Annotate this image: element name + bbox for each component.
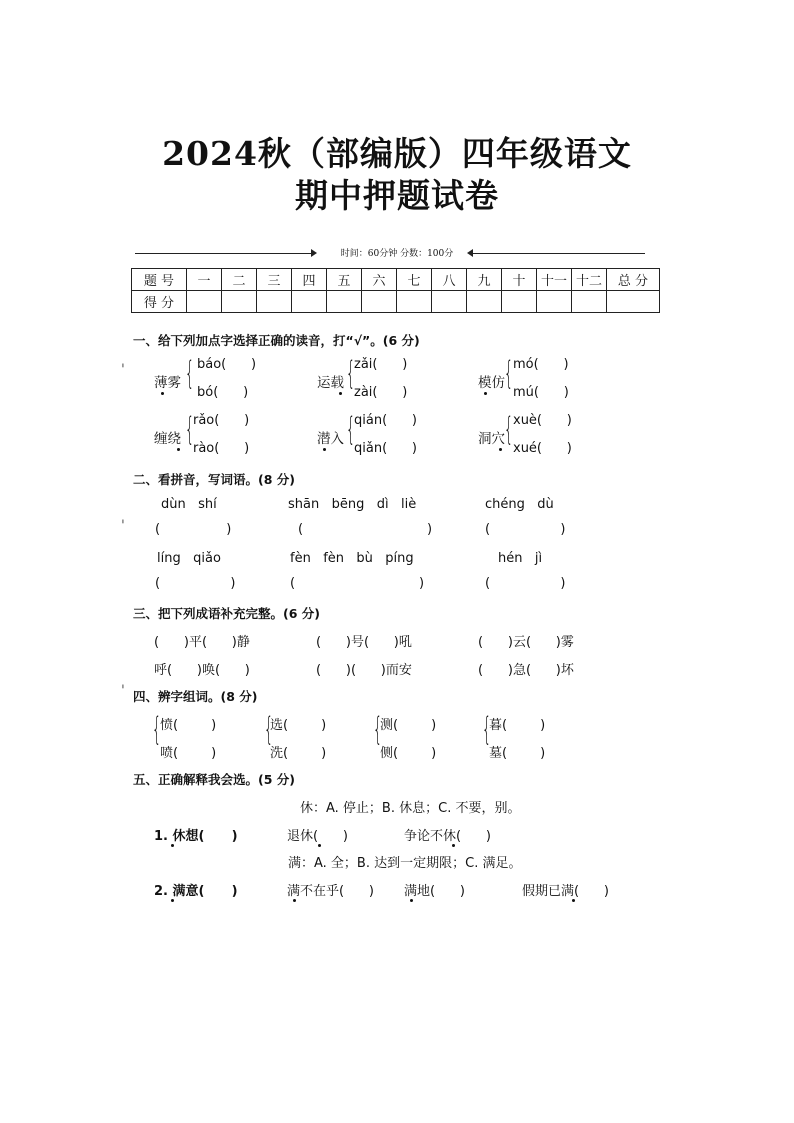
section-1-heading: 一、给下列加点字选择正确的读音，打“√”。(6 分): [133, 333, 420, 348]
q2-answer-blank[interactable]: ( ): [290, 576, 425, 591]
definition-man: 满：A. 全；B. 达到一定期限；C. 满足。: [288, 856, 522, 871]
q2-pinyin: chéng dù: [485, 497, 554, 512]
score-cell[interactable]: [362, 291, 397, 313]
idiom-item[interactable]: ( )云( )雾: [478, 635, 574, 650]
q1-word: 潜入: [317, 431, 344, 447]
score-cell[interactable]: [607, 291, 660, 313]
emphasis-dot: [339, 392, 342, 395]
q2-answer-blank[interactable]: ( ): [485, 522, 566, 537]
q1-word: 模仿: [478, 375, 505, 391]
title-line-1: 2024秋（部编版）四年级语文: [162, 134, 632, 173]
score-cell[interactable]: [467, 291, 502, 313]
q2-answer-blank[interactable]: ( ): [485, 576, 566, 591]
score-cell[interactable]: [537, 291, 572, 313]
idiom-item[interactable]: ( )( )而安: [316, 663, 412, 678]
score-cell[interactable]: [222, 291, 257, 313]
score-table-header-cell: 四: [292, 269, 327, 291]
section-4-heading: 四、辨字组词。(8 分): [133, 689, 258, 704]
score-table-header-cell: 二: [222, 269, 257, 291]
q1-option[interactable]: rǎo( ): [193, 413, 250, 428]
score-table-header-row: [132, 269, 660, 291]
score-cell[interactable]: [502, 291, 537, 313]
q2-pinyin: fèn fèn bù píng: [290, 551, 414, 566]
score-table-header-cell: 总 分: [607, 269, 660, 291]
char-word-field[interactable]: 喷( ): [160, 746, 217, 761]
q1-option[interactable]: xué( ): [513, 441, 572, 456]
char-word-field[interactable]: 暮( ): [489, 718, 546, 733]
score-table-header-cell: 十二: [572, 269, 607, 291]
definition-xiu: 休：A. 停止；B. 休息；C. 不要，别。: [300, 801, 521, 816]
q1-option[interactable]: xuè( ): [513, 413, 572, 428]
brace: {: [185, 354, 195, 392]
q1-option[interactable]: qián( ): [354, 413, 418, 428]
q1-option[interactable]: zǎi( ): [354, 357, 408, 372]
score-cell[interactable]: [187, 291, 222, 313]
margin-mark: ': [121, 683, 125, 699]
char-word-field[interactable]: 墓( ): [489, 746, 546, 761]
margin-mark: ': [121, 362, 125, 378]
score-table-header-cell: 题 号: [132, 269, 187, 291]
brace: {: [373, 710, 383, 748]
emphasis-dot: [323, 448, 326, 451]
q5-item[interactable]: 满地( ): [404, 884, 465, 899]
score-table-header-cell: 十: [502, 269, 537, 291]
emphasis-dot: [452, 844, 455, 847]
brace: {: [185, 410, 195, 448]
score-table-header-cell: 七: [397, 269, 432, 291]
section-3-heading: 三、把下列成语补充完整。(6 分): [133, 606, 320, 621]
q1-option[interactable]: qiǎn( ): [354, 441, 418, 456]
idiom-item[interactable]: ( )急( )坏: [478, 663, 574, 678]
score-row-label: 得 分: [132, 291, 187, 313]
brace: {: [504, 354, 514, 392]
emphasis-dot: [161, 392, 164, 395]
score-cell[interactable]: [327, 291, 362, 313]
q5-item[interactable]: 退休( ): [287, 829, 348, 844]
q1-word: 缠绕: [154, 431, 181, 447]
meta-divider-right: [473, 253, 645, 254]
q2-pinyin: dùn shí: [161, 497, 217, 512]
section-2-heading: 二、看拼音，写词语。(8 分): [133, 472, 295, 487]
q1-option[interactable]: báo( ): [197, 357, 257, 372]
emphasis-dot: [171, 899, 174, 902]
score-cell[interactable]: [257, 291, 292, 313]
q2-pinyin: líng qiǎo: [157, 551, 221, 566]
score-table-header-cell: 六: [362, 269, 397, 291]
q5-item[interactable]: 满不在乎( ): [287, 884, 374, 899]
q2-pinyin: shān bēng dì liè: [288, 497, 417, 512]
score-cell[interactable]: [572, 291, 607, 313]
score-table-header-cell: 十一: [537, 269, 572, 291]
margin-mark: ': [121, 518, 125, 534]
score-table: [131, 268, 660, 313]
emphasis-dot: [410, 899, 413, 902]
emphasis-dot: [572, 899, 575, 902]
score-table-header-cell: 一: [187, 269, 222, 291]
idiom-item[interactable]: ( )平( )静: [154, 635, 250, 650]
brace: {: [482, 710, 492, 748]
idiom-item[interactable]: ( )号( )吼: [316, 635, 412, 650]
score-cell[interactable]: [292, 291, 327, 313]
q5-item[interactable]: 争论不休( ): [404, 829, 491, 844]
score-cell[interactable]: [432, 291, 467, 313]
emphasis-dot: [318, 844, 321, 847]
score-table-header-cell: 三: [257, 269, 292, 291]
q1-option[interactable]: mó( ): [513, 357, 569, 372]
brace: {: [346, 354, 356, 392]
score-cell[interactable]: [397, 291, 432, 313]
q5-item[interactable]: 假期已满( ): [522, 884, 609, 899]
brace: {: [346, 410, 356, 448]
q1-option[interactable]: zài( ): [354, 385, 408, 400]
emphasis-dot: [484, 392, 487, 395]
brace: {: [264, 710, 274, 748]
q2-answer-blank[interactable]: ( ): [298, 522, 433, 537]
q1-option[interactable]: rào( ): [193, 441, 250, 456]
q5-item[interactable]: 2. 满意( ): [154, 884, 238, 899]
brace: {: [152, 710, 162, 748]
emphasis-dot: [499, 448, 502, 451]
char-word-field[interactable]: 侧( ): [380, 746, 437, 761]
score-table-score-row: [132, 291, 660, 313]
title-line-2: 期中押题试卷: [295, 176, 499, 215]
emphasis-dot: [177, 448, 180, 451]
brace: {: [504, 410, 514, 448]
emphasis-dot: [171, 844, 174, 847]
char-word-field[interactable]: 测( ): [380, 718, 437, 733]
q1-option[interactable]: mú( ): [513, 385, 569, 400]
time-score-info: 时间：60分钟 分数：100分: [340, 249, 454, 259]
q1-word: 运载: [317, 375, 344, 391]
char-word-field[interactable]: 洗( ): [270, 746, 327, 761]
char-word-field[interactable]: 愤( ): [160, 718, 217, 733]
q5-item[interactable]: 1. 休想( ): [154, 829, 238, 844]
score-table-header-cell: 五: [327, 269, 362, 291]
q2-answer-blank[interactable]: ( ): [155, 522, 232, 537]
q1-word: 洞穴: [478, 431, 505, 447]
score-table-header-cell: 九: [467, 269, 502, 291]
emphasis-dot: [293, 899, 296, 902]
score-table-header-cell: 八: [432, 269, 467, 291]
char-word-field[interactable]: 选( ): [270, 718, 327, 733]
q2-pinyin: hén jì: [498, 551, 543, 566]
q1-option[interactable]: bó( ): [197, 385, 249, 400]
q1-word: 薄雾: [154, 375, 181, 391]
section-5-heading: 五、正确解释我会选。(5 分): [133, 772, 295, 787]
q2-answer-blank[interactable]: ( ): [155, 576, 236, 591]
idiom-item[interactable]: 呼( )唤( ): [154, 663, 250, 678]
